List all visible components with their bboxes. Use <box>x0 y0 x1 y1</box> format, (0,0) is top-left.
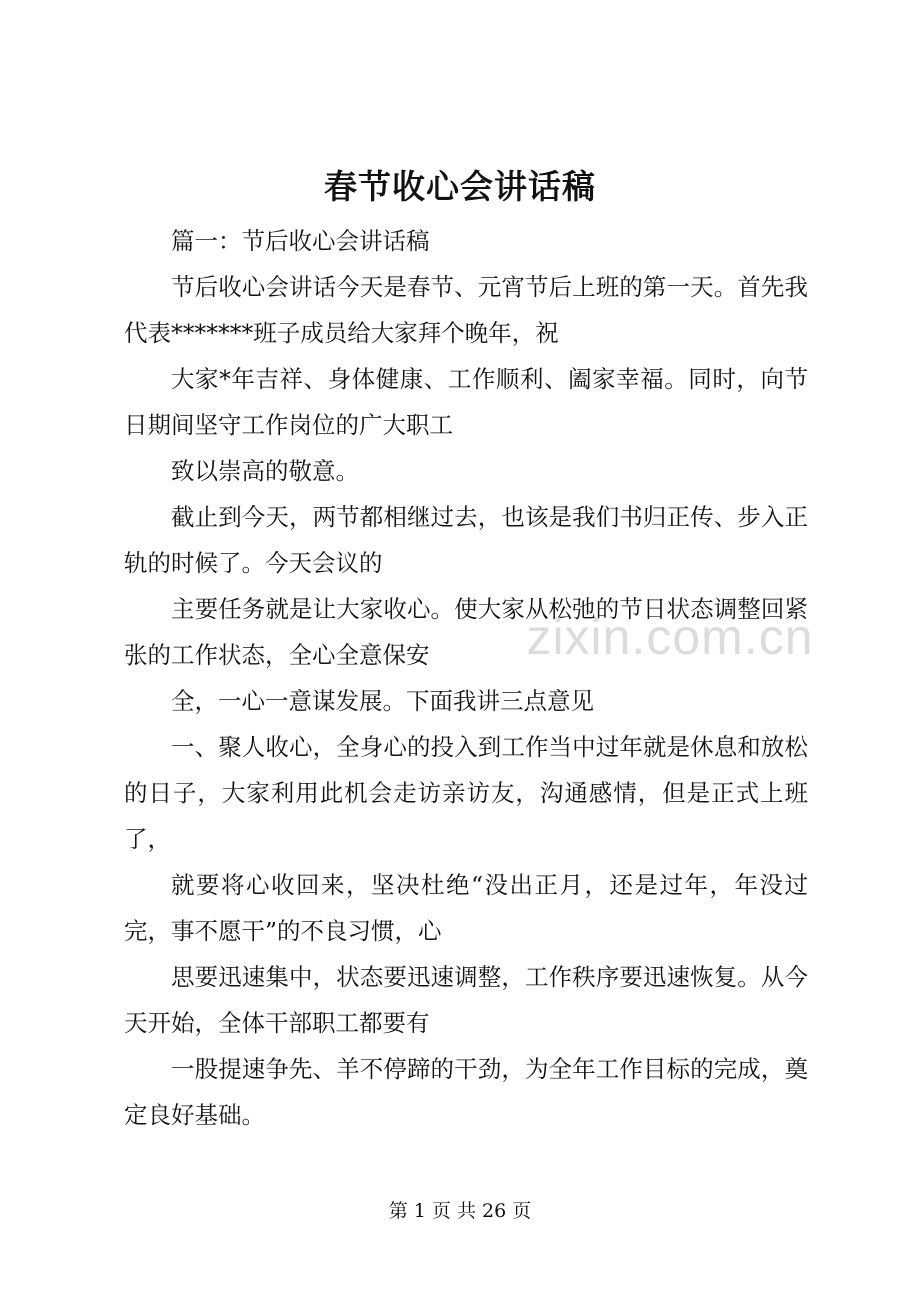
paragraph: 大家*年吉祥、身体健康、工作顺利、阖家幸福。同时，向节日期间坚守工作岗位的广大职工 <box>124 365 808 439</box>
watermark: zixin.com.cn <box>526 609 814 665</box>
paragraph: 节后收心会讲话今天是春节、元宵节后上班的第一天。首先我代表*******班子成员给大家拜个晚年，祝 <box>124 273 808 347</box>
document-title: 春节收心会讲话稿 <box>324 167 596 206</box>
paragraph: 致以崇高的敬意。 <box>171 457 359 485</box>
paragraph: 截止到今天，两节都相继过去，也该是我们书归正传、步入正轨的时候了。今天会议的 <box>124 503 808 577</box>
paragraph: 一股提速争先、羊不停蹄的干劲，为全年工作目标的完成，奠定良好基础。 <box>124 1055 808 1129</box>
paragraph: 主要任务就是让大家收心。使大家从松弛的节日状态调整回紧张的工作状态，全心全意保安 <box>124 595 808 669</box>
document-body <box>124 218 808 1138</box>
paragraph: 思要迅速集中，状态要迅速调整，工作秩序要迅速恢复。从今天开始，全体干部职工都要有 <box>124 963 808 1037</box>
paragraph: 篇一：节后收心会讲话稿 <box>171 227 430 255</box>
paragraph: 全，一心一意谋发展。下面我讲三点意见 <box>171 687 594 715</box>
page-footer: 第 1 页 共 26 页 <box>388 1200 532 1222</box>
paragraph: 就要将心收回来，坚决杜绝“没出正月，还是过年，年没过完，事不愿干”的不良习惯，心 <box>124 871 808 945</box>
paragraph: 一、聚人收心，全身心的投入到工作当中过年就是休息和放松的日子，大家利用此机会走访亲访友，沟通感情，但是正式上班了， <box>124 733 808 853</box>
